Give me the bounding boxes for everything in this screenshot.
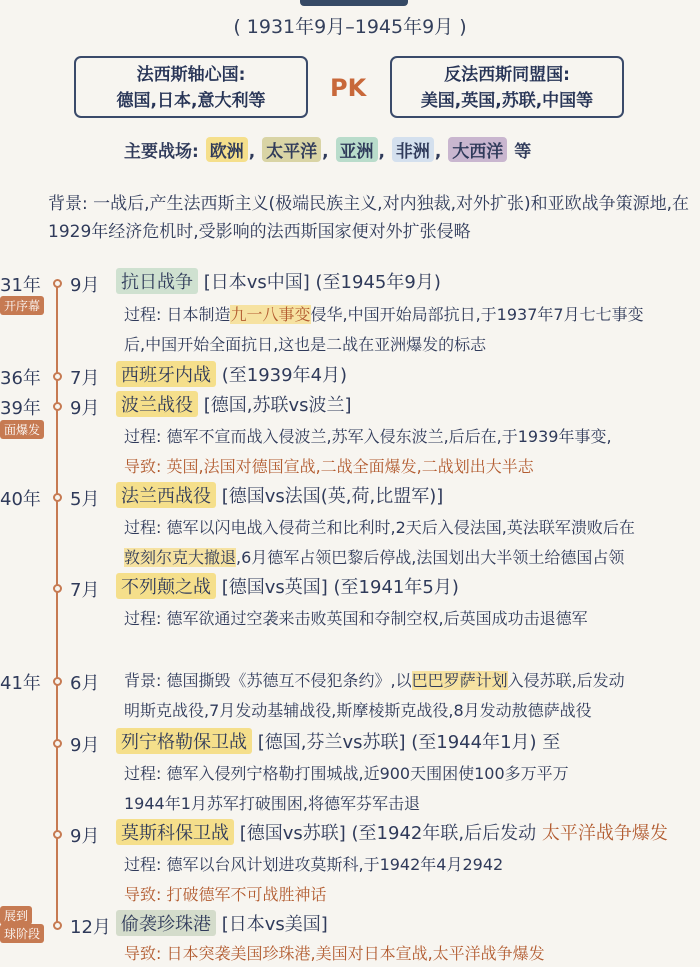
event-process-line: 过程: 德军以台风计划进攻莫斯科,于1942年4月2942 — [124, 855, 504, 874]
event-process-line: 过程: 德军欲通过空袭来击败英国和夺制空权,后英国成功击退德军 — [124, 609, 588, 628]
event-month: 9月 — [70, 398, 100, 419]
event-month: 6月 — [70, 673, 100, 694]
battlefields-suffix: 等 — [514, 142, 532, 162]
highlight-text: 九一八事变 — [230, 305, 311, 324]
event-name: 列宁格勒保卫战 — [116, 728, 252, 754]
event-process-line — [124, 302, 644, 325]
event-detail: [日本vs中国] (至1945年9月) — [203, 272, 441, 293]
event-month: 5月 — [70, 489, 100, 510]
event-battle-of-france — [116, 482, 443, 508]
process-text: 过程: 日本制造 — [124, 305, 231, 324]
event-process-line-2 — [124, 545, 624, 568]
process-text: 入侵苏联,后发动 — [507, 671, 625, 690]
timeline-dot — [53, 279, 62, 288]
title-banner-edge — [300, 0, 408, 6]
event-sino-japanese-war — [116, 268, 441, 294]
event-detail: (至1939年4月) — [221, 365, 348, 386]
event-siege-of-leningrad — [116, 728, 560, 754]
allies-title: 反法西斯同盟国: — [444, 65, 570, 85]
event-name: 莫斯科保卫战 — [116, 819, 234, 845]
timeline-dot — [53, 402, 62, 411]
event-month: 12月 — [70, 917, 111, 938]
timeline-dot — [53, 830, 62, 839]
event-result-line: 导致: 日本突袭美国珍珠港,美国对日本宣战,太平洋战争爆发 — [124, 944, 545, 963]
event-process-line-2: 后,中国开始全面抗日,这也是二战在亚洲爆发的标志 — [124, 335, 487, 354]
event-process-line: 过程: 德军以闪电战入侵荷兰和比利时,2天后入侵法国,英法联军溃败后在 — [124, 518, 635, 537]
battlefield-africa: 非洲 — [392, 137, 434, 162]
process-text: ,6月德军占领巴黎后停战,法国划出大半领土给德国占领 — [236, 548, 625, 567]
event-process-line: 过程: 德军入侵列宁格勒打围城战,近900天围困使100多万平万 — [124, 764, 569, 783]
timeline-dot — [53, 921, 62, 930]
event-result-line: 导致: 打破德军不可战胜神话 — [124, 885, 327, 904]
battlefield-pacific: 太平洋 — [262, 137, 321, 162]
allies-members: 美国,英国,苏联,中国等 — [420, 91, 594, 111]
process-text: 侵华,中国开始局部抗日,于1937年7月七七事变 — [310, 305, 644, 324]
event-detail: [德国vs英国] (至1941年5月) — [221, 577, 459, 598]
event-battle-of-moscow — [116, 819, 668, 845]
event-name: 波兰战役 — [116, 391, 198, 417]
timeline-dot — [53, 584, 62, 593]
event-month: 9月 — [70, 826, 100, 847]
event-name: 偷袭珍珠港 — [116, 910, 216, 936]
highlight-text: 敦刻尔克大撤退 — [124, 548, 237, 567]
event-background-line-2: 明斯克战役,7月发动基辅战役,斯摩棱斯克战役,8月发动敖德萨战役 — [124, 701, 592, 720]
year-1931: 31年 — [0, 275, 41, 296]
timeline-dot — [53, 677, 62, 686]
timeline-dot — [53, 493, 62, 502]
event-result-line: 导致: 英国,法国对德国宣战,二战全面爆发,二战划出大半志 — [124, 457, 534, 476]
tag-expand-1: 展到 — [0, 906, 32, 925]
pk-label: PK — [330, 74, 367, 102]
year-1941: 41年 — [0, 673, 41, 694]
event-detail-note: 太平洋战争爆发 — [541, 823, 668, 844]
tag-expand-2: 球阶段 — [0, 924, 44, 943]
event-pearl-harbor — [116, 910, 328, 936]
event-name: 抗日战争 — [116, 268, 198, 294]
battlefields-label: 主要战场: — [124, 142, 199, 162]
allied-powers-box — [390, 56, 624, 118]
year-1940: 40年 — [0, 489, 41, 510]
event-background-line — [124, 668, 625, 691]
axis-title: 法西斯轴心国: — [136, 65, 246, 85]
event-detail: [德国vs法国(英,荷,比盟军)] — [221, 486, 444, 507]
event-detail: [德国,芬兰vs苏联] (至1944年1月) 至 — [257, 732, 561, 753]
event-poland-campaign — [116, 391, 352, 417]
year-1936: 36年 — [0, 368, 41, 389]
axis-members: 德国,日本,意大利等 — [116, 91, 266, 111]
event-month: 9月 — [70, 275, 100, 296]
event-detail: [德国,苏联vs波兰] — [203, 395, 352, 416]
event-month: 7月 — [70, 580, 100, 601]
date-range: ( 1931年9月–1945年9月 ) — [233, 16, 467, 38]
highlight-text: 巴巴罗萨计划 — [411, 671, 508, 690]
event-name: 不列颠之战 — [116, 573, 216, 599]
event-month: 7月 — [70, 368, 100, 389]
main-battlefields: 主要战场: 欧洲 , 太平洋 , 亚洲 , 非洲 , 大西洋 等 — [124, 137, 531, 162]
event-detail: [日本vs美国] — [221, 914, 328, 935]
event-detail: [德国vs苏联] (至1942年联,后后发动 — [239, 823, 537, 844]
timeline-dot — [53, 739, 62, 748]
timeline-dot — [53, 372, 62, 381]
background-paragraph: 背景: 一战后,产生法西斯主义(极端民族主义,对内独裁,对外扩张)和亚欧战争策源地,在1929年经济危机时,受影响的法西斯国家便对外扩张侵略 — [48, 194, 690, 242]
tag-opening: 开序幕 — [0, 296, 44, 315]
battlefield-atlantic: 大西洋 — [448, 137, 507, 162]
event-month: 9月 — [70, 735, 100, 756]
year-1939: 39年 — [0, 398, 41, 419]
axis-powers-box — [74, 56, 308, 118]
event-name: 法兰西战役 — [116, 482, 216, 508]
event-process-line: 过程: 德军不宣而战入侵波兰,苏军入侵东波兰,后后在,于1939年事变, — [124, 427, 612, 446]
process-text: 背景: 德国撕毁《苏德互不侵犯条约》,以 — [124, 671, 412, 690]
battlefield-asia: 亚洲 — [336, 137, 378, 162]
event-name: 西班牙内战 — [116, 361, 216, 387]
event-battle-of-britain — [116, 573, 459, 599]
event-spanish-civil-war — [116, 361, 347, 387]
battlefield-europe: 欧洲 — [206, 137, 248, 162]
event-process-line-2: 1944年1月苏军打破围困,将德军芬军击退 — [124, 794, 420, 813]
tag-outbreak: 面爆发 — [0, 420, 44, 439]
